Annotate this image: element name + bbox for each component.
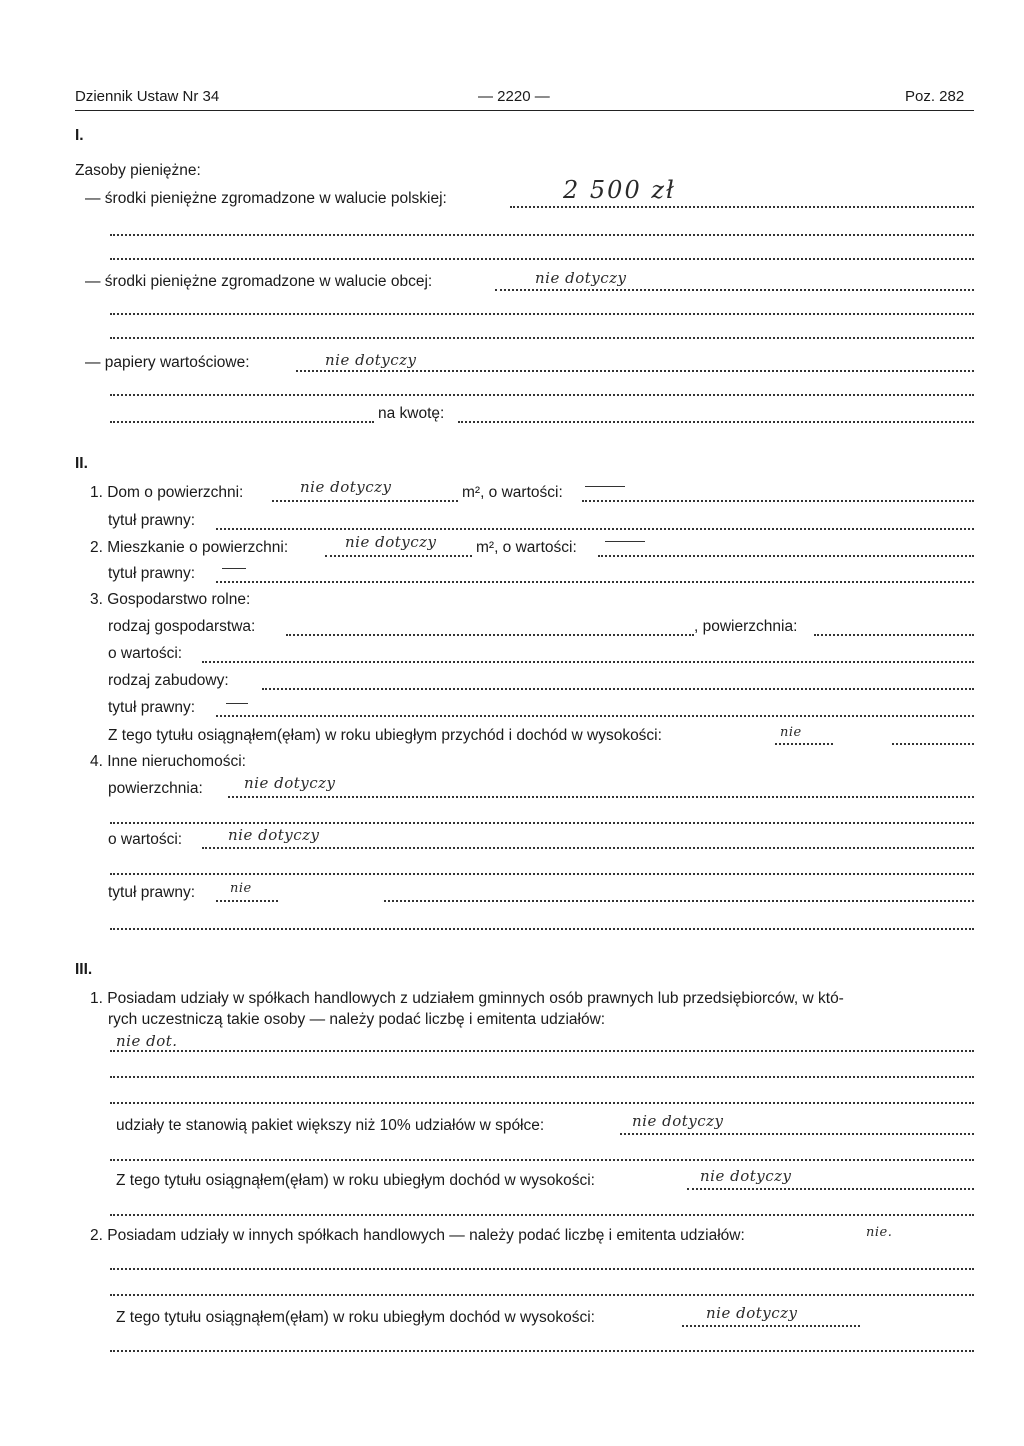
- other-property-label: 4. Inne nieruchomości:: [90, 753, 246, 770]
- shares-municipal-income-label: Z tego tytułu osiągnąłem(ęłam) w roku ubiegłym dochód w wysokości:: [116, 1172, 595, 1189]
- pln-funds-line-2[interactable]: [110, 234, 974, 236]
- foreign-funds-handwritten: nie dotyczy: [535, 269, 627, 287]
- house-area-handwritten: nie dotyczy: [300, 478, 392, 496]
- flat-area-field[interactable]: [325, 555, 472, 557]
- other-title-field[interactable]: [216, 900, 278, 902]
- house-value-dash: [585, 486, 625, 487]
- header-rule: [75, 110, 974, 111]
- shares-other-line-3[interactable]: [110, 1294, 974, 1296]
- foreign-funds-label: — środki pieniężne zgromadzone w walucie obcej:: [85, 273, 433, 290]
- farm-income-label: Z tego tytułu osiągnąłem(ęłam) w roku ubiegłym przychód i dochód w wysokości:: [108, 727, 662, 744]
- shares-other-income-handwritten: nie dotyczy: [706, 1304, 798, 1322]
- securities-field[interactable]: [296, 370, 974, 372]
- shares-other-income-line-2[interactable]: [110, 1350, 974, 1352]
- farm-income-handwritten: nie: [780, 725, 802, 740]
- farm-type-label: rodzaj gospodarstwa:: [108, 618, 256, 635]
- house-value-label: m², o wartości:: [462, 484, 563, 501]
- securities-line-2[interactable]: [110, 394, 974, 396]
- flat-value-dash: [605, 541, 645, 542]
- shares-other-label: 2. Posiadam udziały w innych spółkach handlowych — należy podać liczbę i emitenta udziałów:: [90, 1227, 745, 1244]
- flat-value-label: m², o wartości:: [476, 539, 577, 556]
- page-number: — 2220 —: [478, 88, 550, 105]
- foreign-funds-line-2[interactable]: [110, 313, 974, 315]
- other-title-field-2[interactable]: [384, 900, 974, 902]
- other-area-handwritten: nie dotyczy: [244, 774, 336, 792]
- shares-over10-label: udziały te stanowią pakiet większy niż 10% udziałów w spółce:: [116, 1117, 545, 1134]
- farm-title-dash: [226, 703, 248, 704]
- other-title-label: tytuł prawny:: [108, 884, 196, 901]
- shares-municipal-line-2: rych uczestniczą takie osoby — należy podać liczbę i emitenta udziałów:: [108, 1011, 606, 1028]
- section-2-number: II.: [75, 455, 88, 472]
- farm-buildings-label: rodzaj zabudowy:: [108, 672, 229, 689]
- shares-municipal-field[interactable]: [110, 1050, 974, 1052]
- house-area-field[interactable]: [272, 500, 458, 502]
- securities-handwritten: nie dotyczy: [325, 351, 417, 369]
- house-title-label: tytuł prawny:: [108, 512, 196, 529]
- other-value-handwritten: nie dotyczy: [228, 826, 320, 844]
- shares-over10-handwritten: nie dotyczy: [632, 1112, 724, 1130]
- section-1-number: I.: [75, 127, 84, 144]
- pln-funds-handwritten: 2 500 zł: [563, 176, 676, 204]
- shares-municipal-line-2-field[interactable]: [110, 1076, 974, 1078]
- shares-other-income-field[interactable]: [682, 1325, 860, 1327]
- farm-label: 3. Gospodarstwo rolne:: [90, 591, 251, 608]
- farm-buildings-field[interactable]: [262, 688, 974, 690]
- position-number: Poz. 282: [905, 88, 965, 105]
- shares-other-handwritten: nie.: [866, 1225, 893, 1240]
- other-area-field[interactable]: [228, 796, 974, 798]
- shares-over10-line-2[interactable]: [110, 1159, 974, 1161]
- other-area-label: powierzchnia:: [108, 780, 203, 797]
- house-area-label: 1. Dom o powierzchni:: [90, 484, 244, 501]
- farm-title-field[interactable]: [216, 715, 974, 717]
- shares-over10-field[interactable]: [620, 1133, 974, 1135]
- securities-line-3[interactable]: [110, 421, 374, 423]
- other-value-field[interactable]: [202, 847, 974, 849]
- pln-funds-line-3[interactable]: [110, 258, 974, 260]
- farm-type-field[interactable]: [286, 634, 694, 636]
- section-1-title: Zasoby pieniężne:: [75, 162, 201, 179]
- foreign-funds-line-3[interactable]: [110, 337, 974, 339]
- shares-municipal-handwritten: nie dot.: [116, 1032, 178, 1050]
- shares-municipal-income-line-2[interactable]: [110, 1214, 974, 1216]
- farm-value-label: o wartości:: [108, 645, 183, 662]
- flat-value-field[interactable]: [598, 555, 974, 557]
- journal-title: Dziennik Ustaw Nr 34: [75, 88, 220, 105]
- house-title-field[interactable]: [216, 528, 974, 530]
- farm-income-field-2[interactable]: [892, 743, 974, 745]
- flat-area-handwritten: nie dotyczy: [345, 533, 437, 551]
- other-value-line-2[interactable]: [110, 873, 974, 875]
- section-3-number: III.: [75, 961, 93, 978]
- flat-title-dash: [222, 568, 246, 569]
- house-value-field[interactable]: [582, 500, 974, 502]
- foreign-funds-field[interactable]: [495, 289, 974, 291]
- pln-funds-label: — środki pieniężne zgromadzone w walucie polskiej:: [85, 190, 447, 207]
- shares-municipal-income-handwritten: nie dotyczy: [700, 1167, 792, 1185]
- farm-income-field[interactable]: [775, 743, 833, 745]
- other-title-handwritten: nie: [230, 881, 252, 896]
- pln-funds-field[interactable]: [510, 206, 974, 208]
- shares-other-income-label: Z tego tytułu osiągnąłem(ęłam) w roku ubiegłym dochód w wysokości:: [116, 1309, 595, 1326]
- other-area-line-2[interactable]: [110, 822, 974, 824]
- shares-other-line-2[interactable]: [110, 1268, 974, 1270]
- farm-title-label: tytuł prawny:: [108, 699, 196, 716]
- shares-municipal-line-1: 1. Posiadam udziały w spółkach handlowych z udziałem gminnych osób prawnych lub przedsiębiorców, w któ-: [90, 990, 844, 1007]
- flat-title-label: tytuł prawny:: [108, 565, 196, 582]
- securities-label: — papiery wartościowe:: [85, 354, 250, 371]
- farm-area-label: , powierzchnia:: [694, 618, 798, 635]
- other-title-line-2[interactable]: [110, 928, 974, 930]
- farm-area-field[interactable]: [814, 634, 974, 636]
- other-value-label: o wartości:: [108, 831, 183, 848]
- amount-field[interactable]: [458, 421, 974, 423]
- flat-title-field[interactable]: [216, 581, 974, 583]
- flat-area-label: 2. Mieszkanie o powierzchni:: [90, 539, 289, 556]
- farm-value-field[interactable]: [202, 661, 974, 663]
- shares-municipal-income-field[interactable]: [687, 1188, 974, 1190]
- amount-label: na kwotę:: [378, 405, 445, 422]
- shares-municipal-line-3-field[interactable]: [110, 1102, 974, 1104]
